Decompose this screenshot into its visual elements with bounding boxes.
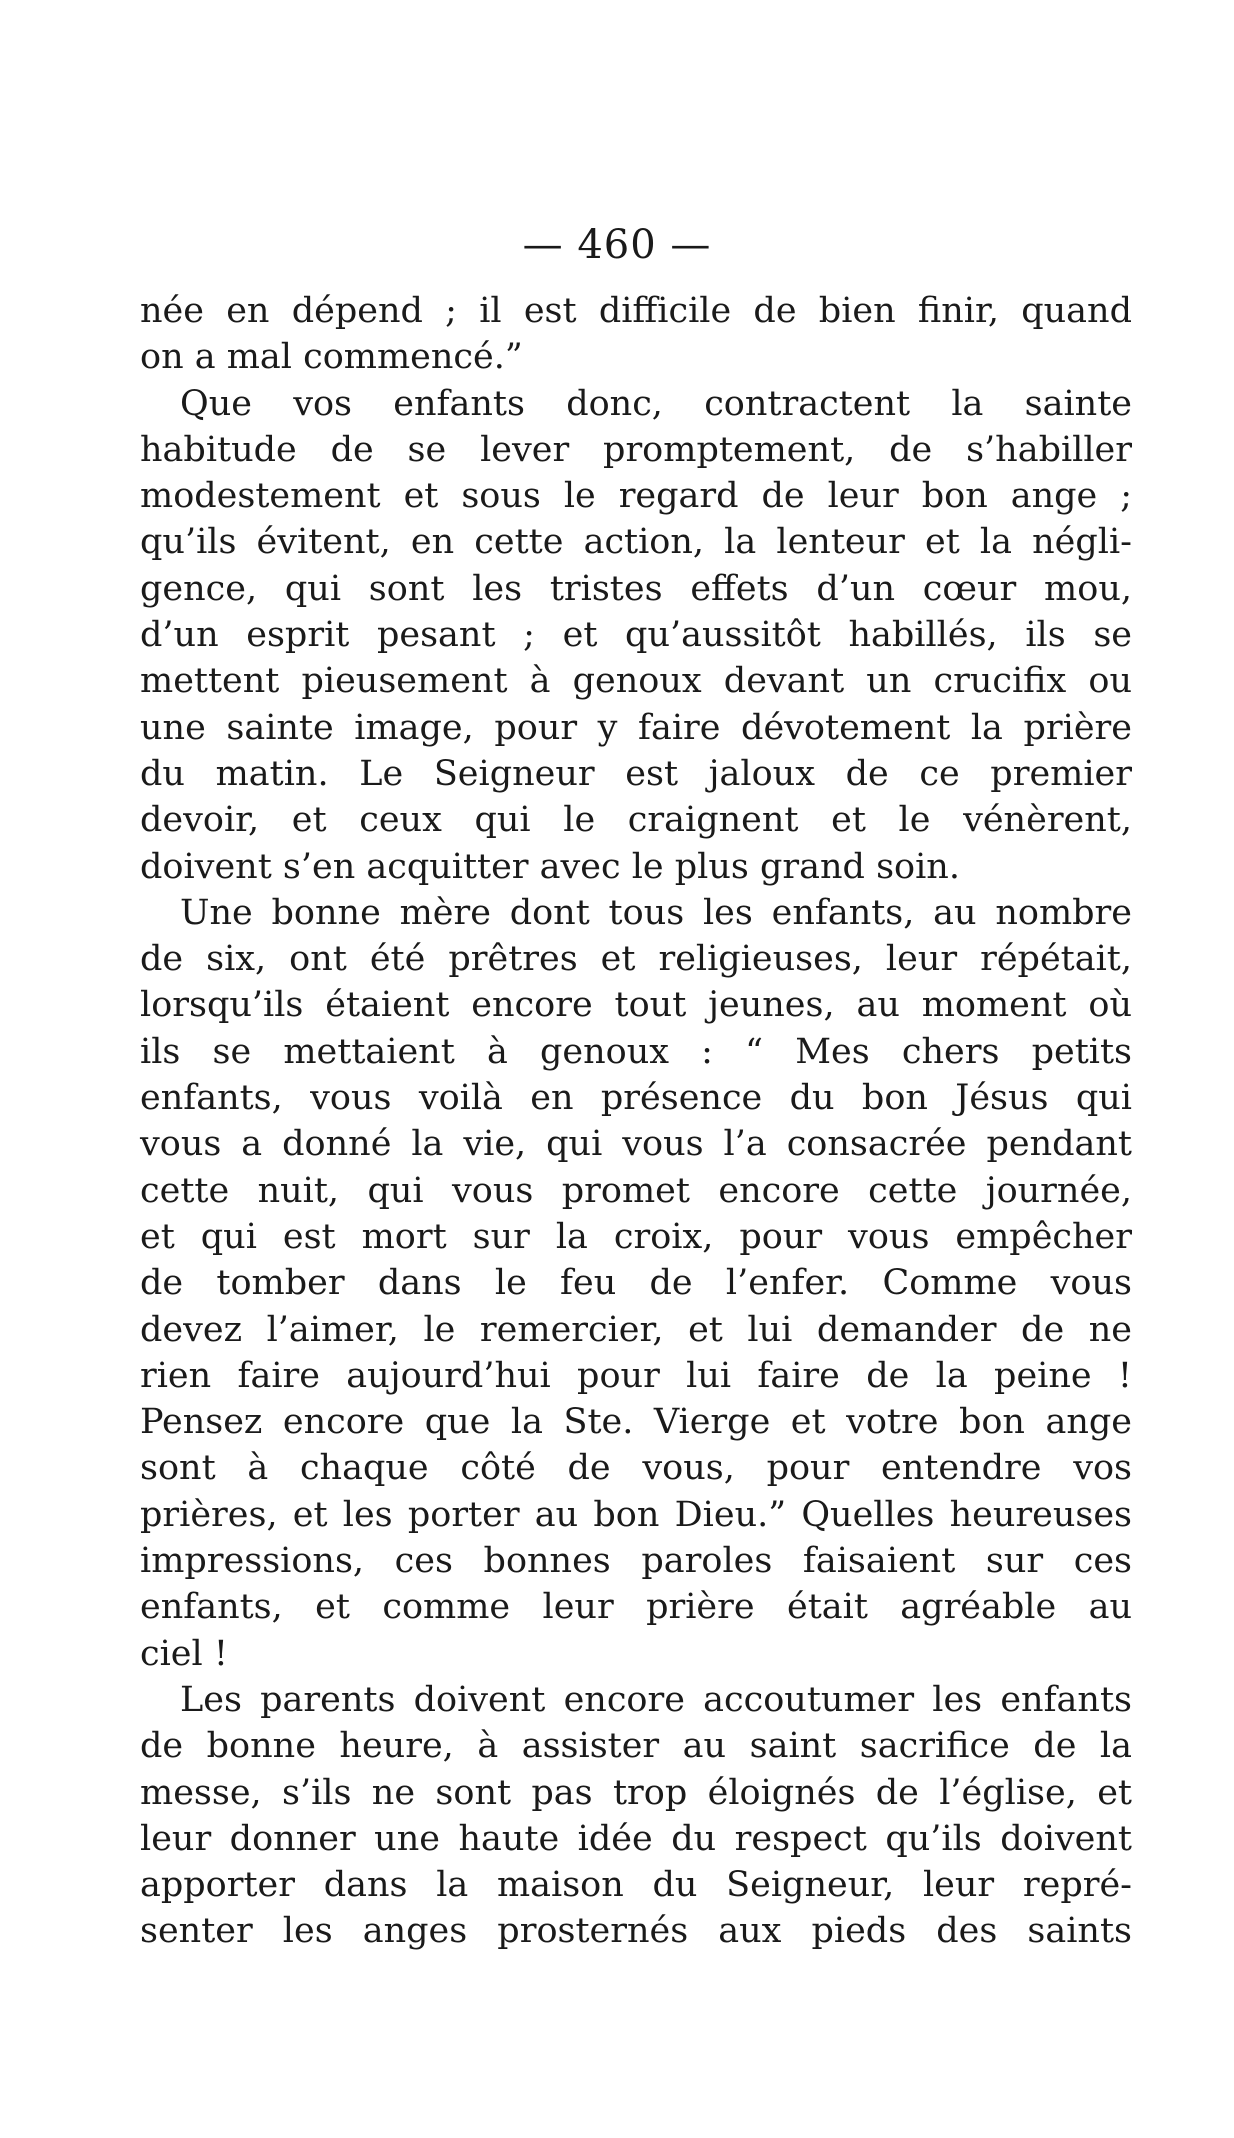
text-line: du matin. Le Seigneur est jaloux de ce premier bbox=[140, 753, 1132, 794]
text-line: devoir, et ceux qui le craignent et le vénèrent, bbox=[140, 800, 1132, 841]
text-line: d’un esprit pesant ; et qu’aussitôt habillés, ils se bbox=[140, 615, 1132, 656]
text-line: lorsqu’ils étaient encore tout jeunes, au moment où bbox=[140, 985, 1132, 1026]
text-line: qu’ils évitent, en cette action, la lenteur et la négli- bbox=[140, 522, 1132, 563]
text-line: on a mal commencé.” bbox=[140, 337, 523, 378]
text-line: mettent pieusement à genoux devant un crucifix ou bbox=[140, 661, 1132, 702]
text-line: gence, qui sont les tristes effets d’un cœur mou, bbox=[140, 568, 1132, 609]
text-line: habitude de se lever promptement, de s’habiller bbox=[140, 429, 1132, 470]
text-line: de six, ont été prêtres et religieuses, leur répétait, bbox=[140, 939, 1132, 980]
text-line: ciel ! bbox=[140, 1633, 228, 1674]
text-line: rien faire aujourd’hui pour lui faire de la peine ! bbox=[140, 1355, 1132, 1396]
text-line: apporter dans la maison du Seigneur, leur repré- bbox=[140, 1865, 1132, 1906]
text-line: vous a donné la vie, qui vous l’a consacrée pendant bbox=[140, 1124, 1132, 1165]
text-line: modestement et sous le regard de leur bon ange ; bbox=[140, 476, 1132, 517]
text-line: messe, s’ils ne sont pas trop éloignés de l’église, et bbox=[140, 1772, 1132, 1813]
text-line: une sainte image, pour y faire dévotement la prière bbox=[140, 707, 1132, 748]
text-line: Les parents doivent encore accoutumer les enfants bbox=[180, 1679, 1132, 1720]
text-line: Une bonne mère dont tous les enfants, au nombre bbox=[180, 892, 1132, 933]
text-line: Pensez encore que la Ste. Vierge et votre bon ange bbox=[140, 1402, 1132, 1443]
text-line: de bonne heure, à assister au saint sacrifice de la bbox=[140, 1726, 1132, 1767]
text-line: devez l’aimer, le remercier, et lui demander de ne bbox=[140, 1309, 1132, 1350]
text-line: impressions, ces bonnes paroles faisaient sur ces bbox=[140, 1541, 1132, 1582]
text-line: et qui est mort sur la croix, pour vous empêcher bbox=[140, 1216, 1132, 1257]
text-line: enfants, et comme leur prière était agréable au bbox=[140, 1587, 1132, 1628]
text-line: née en dépend ; il est difficile de bien finir, quand bbox=[140, 291, 1132, 331]
text-line: doivent s’en acquitter avec le plus grand soin. bbox=[140, 846, 960, 887]
text-line: enfants, vous voilà en présence du bon Jésus qui bbox=[140, 1078, 1132, 1119]
text-line: Que vos enfants donc, contractent la sainte bbox=[180, 383, 1132, 424]
text-line: senter les anges prosternés aux pieds des saints bbox=[140, 1911, 1132, 1952]
text-line: leur donner une haute idée du respect qu’ils doivent bbox=[140, 1818, 1132, 1859]
text-line: de tomber dans le feu de l’enfer. Comme vous bbox=[140, 1263, 1132, 1304]
text-line: cette nuit, qui vous promet encore cette journée, bbox=[140, 1170, 1132, 1211]
text-line: prières, et les porter au bon Dieu.” Quelles heureuses bbox=[140, 1494, 1132, 1535]
page-number: — 460 — bbox=[522, 222, 712, 268]
text-line: sont à chaque côté de vous, pour entendre vos bbox=[140, 1448, 1132, 1489]
body-text bbox=[140, 288, 1132, 1955]
text-line: ils se mettaient à genoux : “ Mes chers petits bbox=[140, 1031, 1132, 1072]
